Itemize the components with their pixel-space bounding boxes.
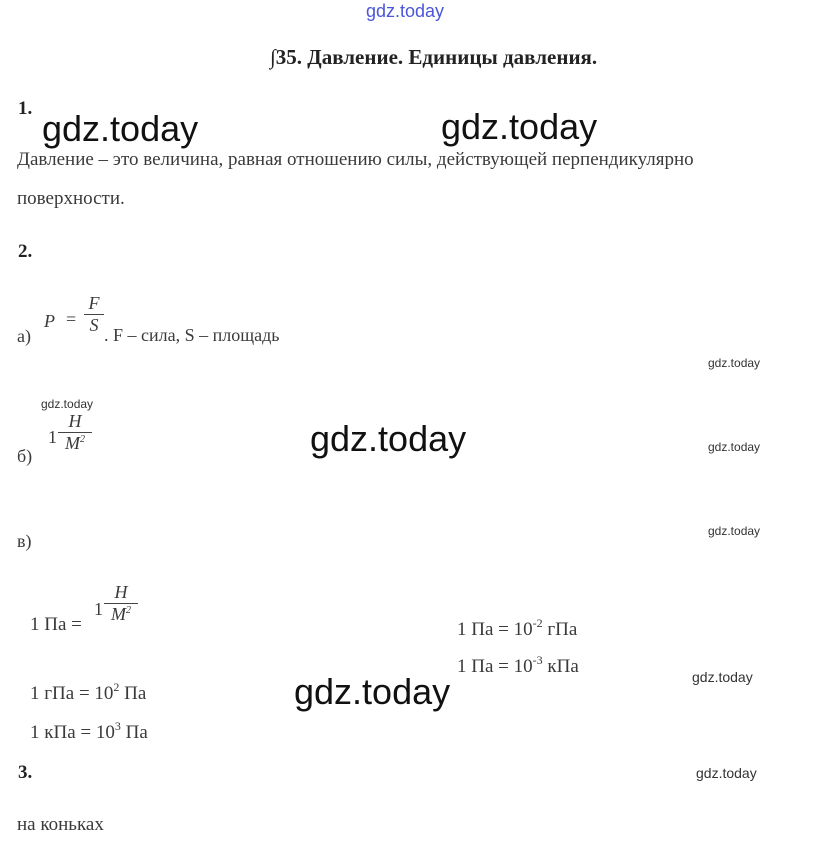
numerator: F — [88, 293, 100, 313]
watermark: gdz.today — [294, 671, 451, 712]
exponent: 3 — [114, 719, 121, 733]
watermark: gdz.today — [310, 418, 467, 459]
denominator-base: M — [65, 433, 80, 453]
unit-pascal-definition: 1 Па = — [30, 614, 82, 635]
formula-one: 1 — [94, 599, 103, 619]
expression-base: 1 кПа = 10 — [30, 722, 115, 743]
formula-one: 1 — [48, 427, 57, 447]
denominator-exponent: 2 — [80, 434, 85, 445]
formula-p: P — [44, 311, 55, 331]
watermark: gdz.today — [692, 669, 753, 685]
answer-text: на коньках — [17, 814, 104, 835]
unit: гПа — [542, 619, 578, 640]
expression-base: 1 гПа = 10 — [30, 683, 114, 704]
exponent: -3 — [532, 653, 543, 667]
watermark: gdz.today — [708, 356, 761, 370]
fraction-f-over-s — [84, 293, 104, 336]
denominator-base: M — [111, 604, 126, 624]
exponent: -2 — [532, 616, 543, 630]
watermark: gdz.today — [441, 106, 598, 147]
watermark: gdz.today — [41, 397, 94, 411]
unit: Па — [120, 722, 148, 743]
fraction-h-over-m2 — [58, 411, 92, 454]
watermark: gdz.today — [708, 440, 761, 454]
expression-base: 1 Па = 10 — [457, 619, 533, 640]
expression-base: 1 Па = 10 — [457, 656, 533, 677]
item-label-v: в) — [17, 531, 32, 551]
numerator: H — [114, 582, 128, 602]
denominator-exponent: 2 — [126, 605, 131, 616]
answer-text: Давление – это величина, равная отношению силы, действующей перпендикулярно — [17, 149, 694, 170]
numerator: H — [68, 411, 82, 431]
watermark: gdz.today — [708, 524, 761, 538]
item-label-a: а) — [17, 326, 31, 346]
answer-text: поверхности. — [17, 188, 125, 209]
unit: кПа — [542, 656, 579, 677]
question-number: 3. — [18, 762, 33, 783]
question-number: 2. — [18, 241, 33, 262]
pascal-to-hectopascal — [457, 616, 578, 641]
watermark-top: gdz.today — [366, 1, 445, 21]
exponent: 2 — [113, 680, 120, 694]
formula-equals: = — [66, 309, 77, 329]
watermark: gdz.today — [696, 765, 757, 781]
unit-kilopascal — [30, 719, 148, 744]
denominator — [111, 604, 131, 625]
page-title: ∫35. Давление. Единицы давления. — [270, 45, 598, 69]
item-label-b: б) — [17, 446, 33, 466]
question-number: 1. — [18, 98, 33, 119]
watermark: gdz.today — [42, 108, 199, 149]
unit-hectopascal — [30, 680, 147, 705]
formula-explanation: . F – сила, S – площадь — [104, 325, 280, 345]
pascal-to-kilopascal — [457, 653, 579, 678]
unit: Па — [119, 683, 147, 704]
denominator: S — [89, 315, 99, 335]
denominator — [65, 433, 85, 454]
fraction-h-over-m2 — [104, 582, 138, 625]
